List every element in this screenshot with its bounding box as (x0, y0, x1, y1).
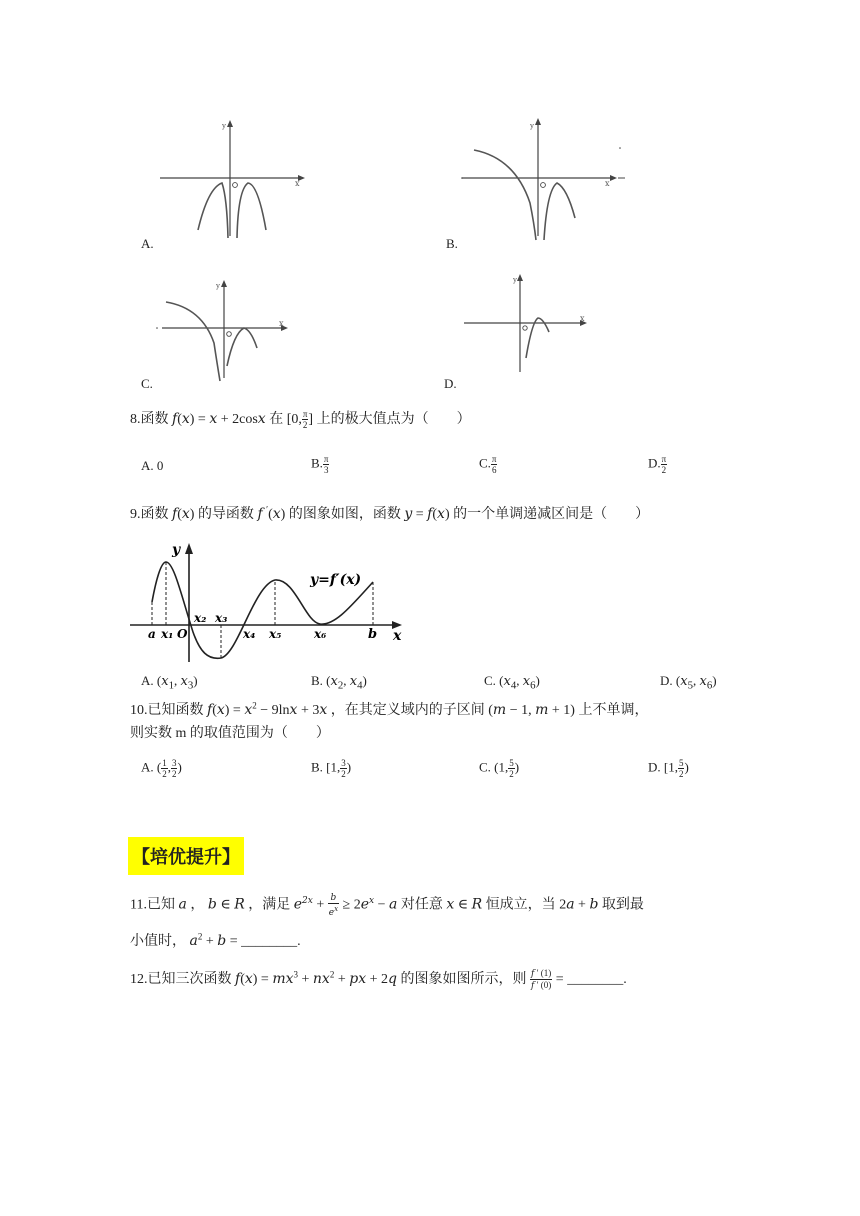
graph-label-curve: y=f′(x) (310, 572, 362, 588)
graph-option-a (160, 118, 310, 243)
q8-option-c[interactable]: C. $\frac{\pi}{6}$ (479, 454, 497, 475)
graph-label-x3: x₃ (215, 611, 228, 625)
graph-option-b-label[interactable]: B. (446, 236, 458, 251)
question-12: 12.已知三次函数 $f(x) = mx^3 + nx^2$ + px + 2q 的图象如图所示，则 $\frac{f ' (1)}{f ' (0)}$ = ________. (130, 968, 627, 992)
svg-text:y: y (513, 276, 517, 284)
question-9: 9.函数 f(x) 的导函数 f ′(x) 的图象如图，函数 y = f(x) 的一个单调递减区间是（ ） (130, 504, 650, 522)
graph-option-c-label[interactable]: C. (141, 376, 153, 391)
q8-option-b[interactable]: B. $\frac{\pi}{3}$ (311, 454, 329, 475)
graph-label-x2: x₂ (194, 611, 207, 625)
question-11-line-2: 小值时， $a^2 + b$ = ________. (130, 931, 301, 949)
svg-text:x: x (279, 319, 284, 328)
q9-option-b[interactable]: B. ($x_2$, $x_4$) (311, 673, 367, 692)
svg-text:y: y (216, 282, 220, 290)
graph-option-c (154, 278, 294, 386)
graph-label-origin: O (177, 627, 188, 641)
graph-label-x: x (393, 628, 402, 644)
svg-text:x: x (295, 179, 300, 188)
q10-option-b[interactable]: B. [1, $\frac{3}{2}$ ) (311, 758, 352, 779)
q8-text-start: 8.函数 (130, 412, 169, 427)
graph-option-a-label[interactable]: A. (141, 236, 154, 251)
question-10-line-2: 则实数 m 的取值范围为（ ） (130, 726, 330, 741)
q9-option-a[interactable]: A. ($x_1$, $x_3$) (141, 673, 198, 692)
q9-derivative-graph (130, 540, 415, 665)
question-10: 10.已知函数 $f(x) = x^2 - 9\ln x + 3x$ ，在其定义域内的子区间 (m − 1, m + 1) 上不单调， (130, 700, 649, 718)
q10-option-d[interactable]: D. [1, $\frac{5}{2}$ ) (648, 758, 689, 779)
graph-label-x1: x₁ (161, 627, 174, 641)
graph-label-y: y (172, 542, 181, 558)
graph-label-x6: x₆ (314, 627, 327, 641)
graph-label-b: b (368, 627, 378, 642)
question-11: 11.已知 a ， b ∈ R ，满足 $e^{2x}$ + $\frac{b}{e^x}$ ≥ $2e^x - a$ 对任意 x ∈ R 恒成立，当 2a + b 取到最 (130, 893, 644, 918)
q12-answer-blank[interactable]: ________. (567, 972, 627, 987)
q8-option-d[interactable]: D. $\frac{\pi}{2}$ (648, 454, 667, 475)
q8-text-end: 上的极大值点为（ ） (316, 412, 471, 427)
section-title-badge: 【培优提升】 (128, 837, 244, 875)
q9-option-d[interactable]: D. ($x_5$, $x_6$) (660, 673, 717, 692)
graph-label-x5: x₅ (269, 627, 282, 641)
question-8: 8.函数 f(x) = x + 2cosx 在 [0, $\frac{\pi}{2}$ ] 上的极大值点为（ ） (130, 409, 471, 431)
graph-label-a: a (148, 627, 156, 641)
svg-text:y: y (222, 122, 226, 130)
q11-answer-blank[interactable]: ________. (241, 934, 301, 949)
svg-text:y: y (530, 122, 534, 130)
graph-label-x4: x₄ (243, 627, 256, 641)
q10-option-a[interactable]: A. ( $\frac{1}{2}$ , $\frac{3}{2}$ ) (141, 758, 182, 779)
graph-option-d (460, 270, 600, 378)
q8-option-a[interactable]: A. 0 (141, 458, 164, 473)
graph-option-d-label[interactable]: D. (444, 376, 457, 391)
q10-option-c[interactable]: C. (1, $\frac{5}{2}$ ) (479, 758, 520, 779)
svg-text:x: x (580, 314, 585, 323)
q9-option-c[interactable]: C. ($x_4$, $x_6$) (484, 673, 540, 692)
graph-option-b (460, 118, 630, 243)
svg-text:x: x (605, 179, 610, 188)
